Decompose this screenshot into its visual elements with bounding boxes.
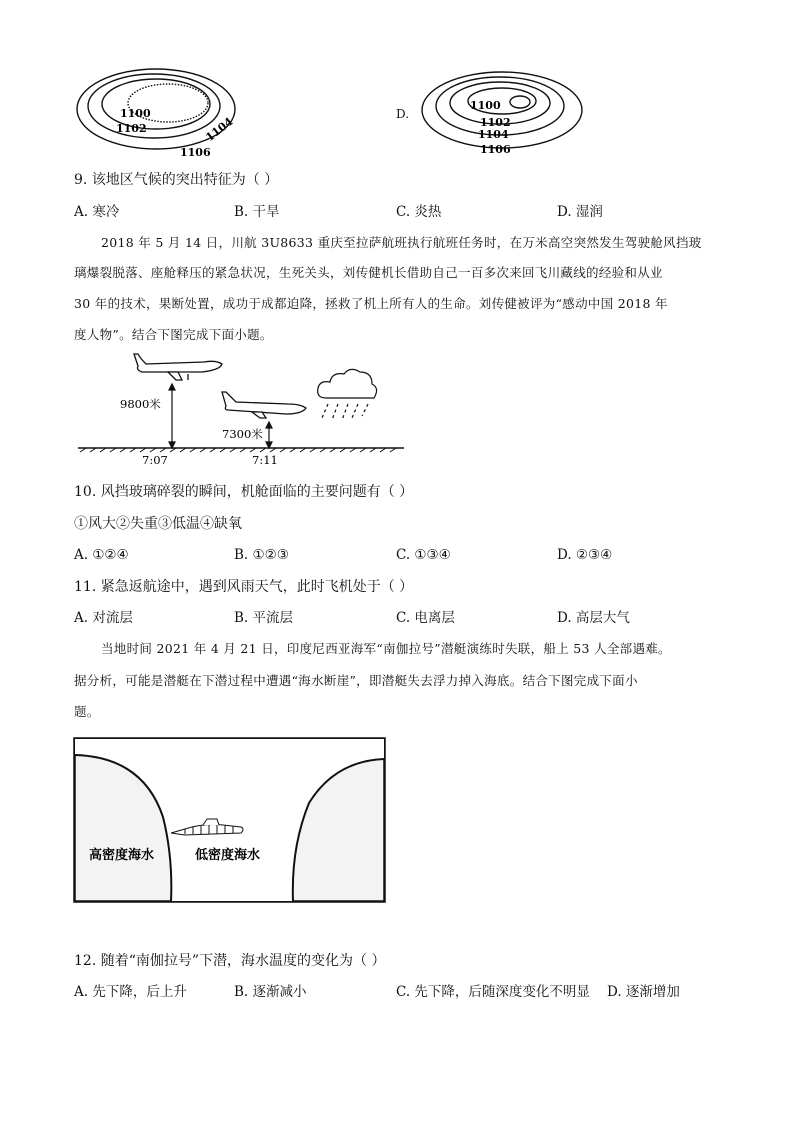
passage-1-line-3: 30 年的技术，果断处置，成功于成都迫降，拯救了机上所有人的生命。刘传健被评为“感动中国 2018 年 <box>74 296 668 311</box>
question-10: 10. 风挡玻璃碎裂的瞬间，机舱面临的主要问题有（ ） <box>74 484 414 500</box>
q10-option-b: B. ①②③ <box>234 547 289 563</box>
passage-1-line-1: 2018 年 5 月 14 日，川航 3U8633 重庆至拉萨航班执行航班任务时，在万米高空突然发生驾驶舱风挡玻 <box>101 235 702 250</box>
q10-statements: ①风大②失重③低温④缺氧 <box>74 516 242 532</box>
isobar-center <box>510 96 530 108</box>
passage-2-line-1: 当地时间 2021 年 4 月 21 日，印度尼西亚海军“南伽拉号”潜艇演练时失联，船上 53 人全部遇难。 <box>101 641 671 656</box>
isobar-label-1100: 1100 <box>470 99 501 112</box>
q10-option-a: A. ①②④ <box>74 547 129 563</box>
q9-option-d: D. 湿润 <box>557 204 603 220</box>
isobar-label-1106: 1106 <box>180 146 211 159</box>
question-11: 11. 紧急返航途中，遇到风雨天气，此时飞机处于（ ） <box>74 579 414 595</box>
isobar-label-1106: 1106 <box>480 143 511 156</box>
q11-option-d: D. 高层大气 <box>557 610 630 626</box>
rain-cloud-icon <box>318 369 377 420</box>
label-high-density-water: 高密度海水 <box>89 848 155 863</box>
q9-option-a: A. 寒冷 <box>74 204 120 220</box>
isobar-label-1100: 1100 <box>120 107 151 120</box>
isobar-label-1104: 1104 <box>478 128 509 141</box>
airplane-high-icon <box>134 354 222 380</box>
q10-option-d: D. ②③④ <box>557 547 613 563</box>
question-9: 9. 该地区气候的突出特征为（ ） <box>74 172 279 188</box>
isobar-label-1104: 1104 <box>203 114 236 145</box>
plane-figure <box>76 352 410 470</box>
height-label-high: 9800米 <box>120 397 161 411</box>
height-arrow-low <box>266 422 272 448</box>
q9-option-b: B. 干旱 <box>234 204 280 220</box>
q12-option-a: A. 先下降，后上升 <box>74 984 187 1000</box>
passage-1-line-2: 璃爆裂脱落、座舱释压的紧急状况，生死关头，刘传健机长借助自己一百多次来回飞川藏线的经验和从业 <box>74 265 663 280</box>
isobar-figure-left <box>74 66 244 162</box>
isobar-label-1102: 1102 <box>480 116 511 129</box>
height-label-low: 7300米 <box>222 427 263 441</box>
time-label-1: 7:07 <box>142 453 168 467</box>
question-12: 12. 随着“南伽拉号”下潜，海水温度的变化为（ ） <box>74 953 386 969</box>
q12-option-b: B. 逐渐减小 <box>234 984 307 1000</box>
q11-option-b: B. 平流层 <box>234 610 294 626</box>
label-low-density-water: 低密度海水 <box>195 848 261 863</box>
sea-cliff-figure <box>73 737 386 903</box>
option-d-label: D. <box>396 107 410 121</box>
q11-option-a: A. 对流层 <box>74 610 133 626</box>
q10-option-c: C. ①③④ <box>396 547 451 563</box>
passage-2-line-3: 题。 <box>74 704 100 719</box>
passage-2-line-2: 据分析，可能是潜艇在下潜过程中遭遇“海水断崖”，即潜艇失去浮力掉入海底。结合下图完成下面小 <box>74 673 638 688</box>
airplane-low-icon <box>222 392 306 418</box>
isobar-figure-right <box>420 70 586 160</box>
time-label-2: 7:11 <box>252 453 278 467</box>
isobar-label-1102: 1102 <box>116 122 147 135</box>
q12-option-c: C. 先下降，后随深度变化不明显 <box>396 984 590 1000</box>
height-arrow-high <box>169 384 175 448</box>
q11-option-c: C. 电离层 <box>396 610 455 626</box>
q9-option-c: C. 炎热 <box>396 204 442 220</box>
q12-option-d: D. 逐渐增加 <box>607 984 680 1000</box>
passage-1-line-4: 度人物”。结合下图完成下面小题。 <box>74 327 273 342</box>
